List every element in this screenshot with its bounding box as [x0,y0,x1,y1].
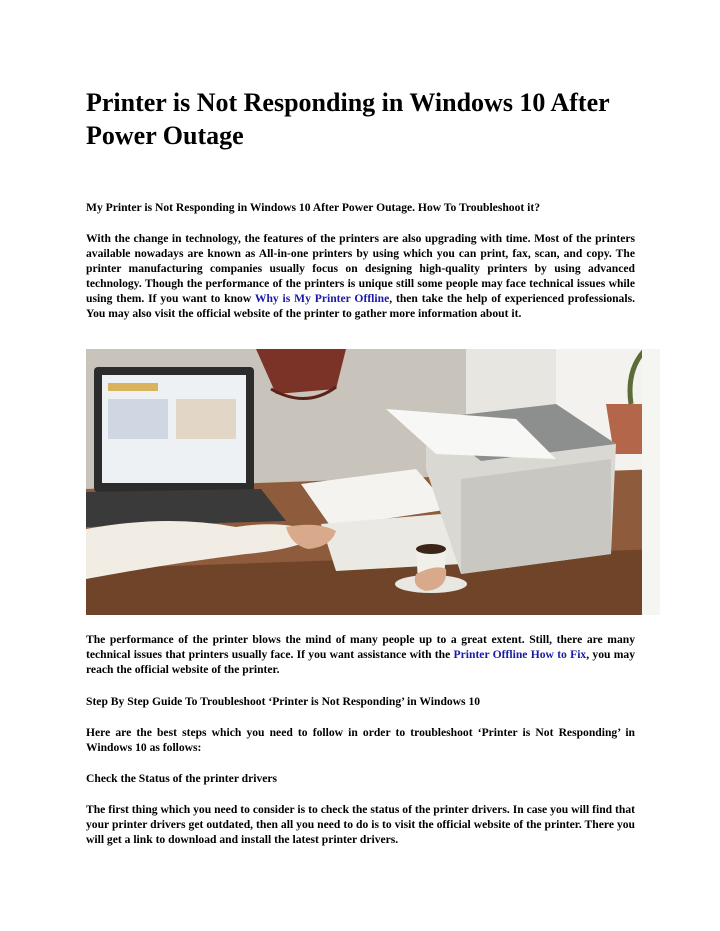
intro-text-after-link: , then take the help of experienced professionals. You may also visit the official website of the printer to gather more information about it. [86,292,635,321]
printer-desk-photo [86,349,660,615]
drivers-heading: Check the Status of the printer drivers [86,772,278,785]
guide-heading: Step By Step Guide To Troubleshoot ‘Printer is Not Responding’ in Windows 10 [86,695,481,708]
drivers-paragraph: The first thing which you need to consider is to check the status of the printer drivers. In case you will find that your printer drivers get outdated, then all you need to do is to visit the official website of the printer. There you will get a link to download and install the latest printer drivers. [86,803,635,847]
why-printer-offline-link[interactable]: Why is My Printer Offline [254,292,390,306]
steps-intro-paragraph: Here are the best steps which you need to follow in order to troubleshoot ‘Printer is Not Responding’ in Windows 10 as follows: [86,726,635,755]
performance-text-before-link: The performance of the printer blows the mind of many people up to a great extent. Still, there are many technical issues that printers usually face. If you want assistance with the [86,633,635,662]
article-subtitle: My Printer is Not Responding in Windows 10 After Power Outage. How To Troubleshoot it? [86,201,541,214]
performance-text-after-link: , you may reach the official website of the printer. [86,648,635,677]
printer-desk-illustration [86,349,660,615]
page-title: Printer is Not Responding in Windows 10 After Power Outage [86,88,610,150]
printer-offline-how-to-fix-link[interactable]: Printer Offline How to Fix [453,648,587,662]
intro-paragraph [86,231,635,322]
performance-paragraph [86,632,635,677]
intro-text-before-link: With the change in technology, the features of the printers are also upgrading with time. Most of the printers available nowadays are known as All-in-one printers by using which you can print, fax, scan, and copy. The printer manufacturing companies usually focus on designing high-quality printers by using advanced technology. Though the performance of the printers is unique still some people may face technical issues while using them. If you want to know [86,232,635,306]
